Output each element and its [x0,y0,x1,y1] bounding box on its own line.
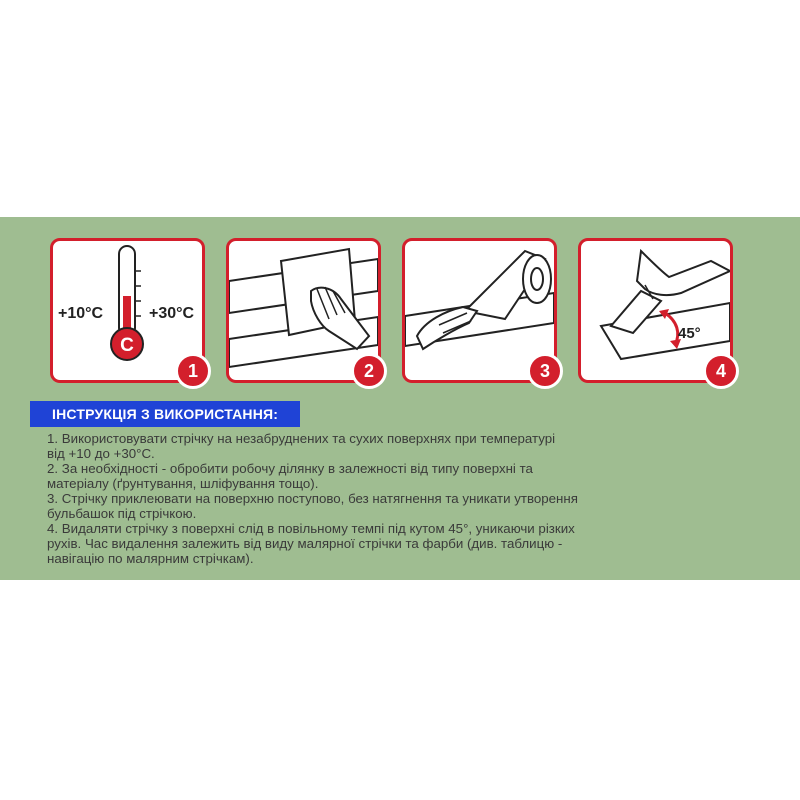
step-number-badge: 1 [175,353,211,389]
step-number-badge: 4 [703,353,739,389]
angle-label: 45° [678,325,701,342]
instruction-line: від +10 до +30°С. [47,446,155,461]
step-card-3 [402,238,557,383]
instruction-line: 4. Видаляти стрічку з поверхні слід в повільному темпі під кутом 45°, уникаючи різких [47,521,575,536]
instructions-heading: ІНСТРУКЦІЯ З ВИКОРИСТАННЯ: [30,401,300,427]
instruction-banner [0,217,800,580]
instruction-line: 2. За необхідності - обробити робочу ділянку в залежності від типу поверхні та [47,461,533,476]
instruction-line: матеріалу (ґрунтування, шліфування тощо). [47,476,319,491]
instruction-line: 1. Використовувати стрічку на незабруднених та сухих поверхнях при температурі [47,431,556,446]
instruction-line: бульбашок під стрічкою. [47,506,197,521]
celsius-letter: C [120,335,134,356]
step-card-1 [50,238,205,383]
instructions-text [47,431,747,566]
instruction-line: навігацію по малярним стрічкам). [47,551,254,566]
step-card-2 [226,238,381,383]
min-temperature-label: +10°C [58,305,104,322]
max-temperature-label: +30°C [149,305,195,322]
step-number-badge: 3 [527,353,563,389]
instruction-line: 3. Стрічку приклеювати на поверхню поступово, без натягнення та уникати утворення [47,491,578,506]
instruction-line: рухів. Час видалення залежить від виду малярної стрічки та фарби (див. таблицю - [47,536,563,551]
step-card-4 [578,238,733,383]
step-number-badge: 2 [351,353,387,389]
